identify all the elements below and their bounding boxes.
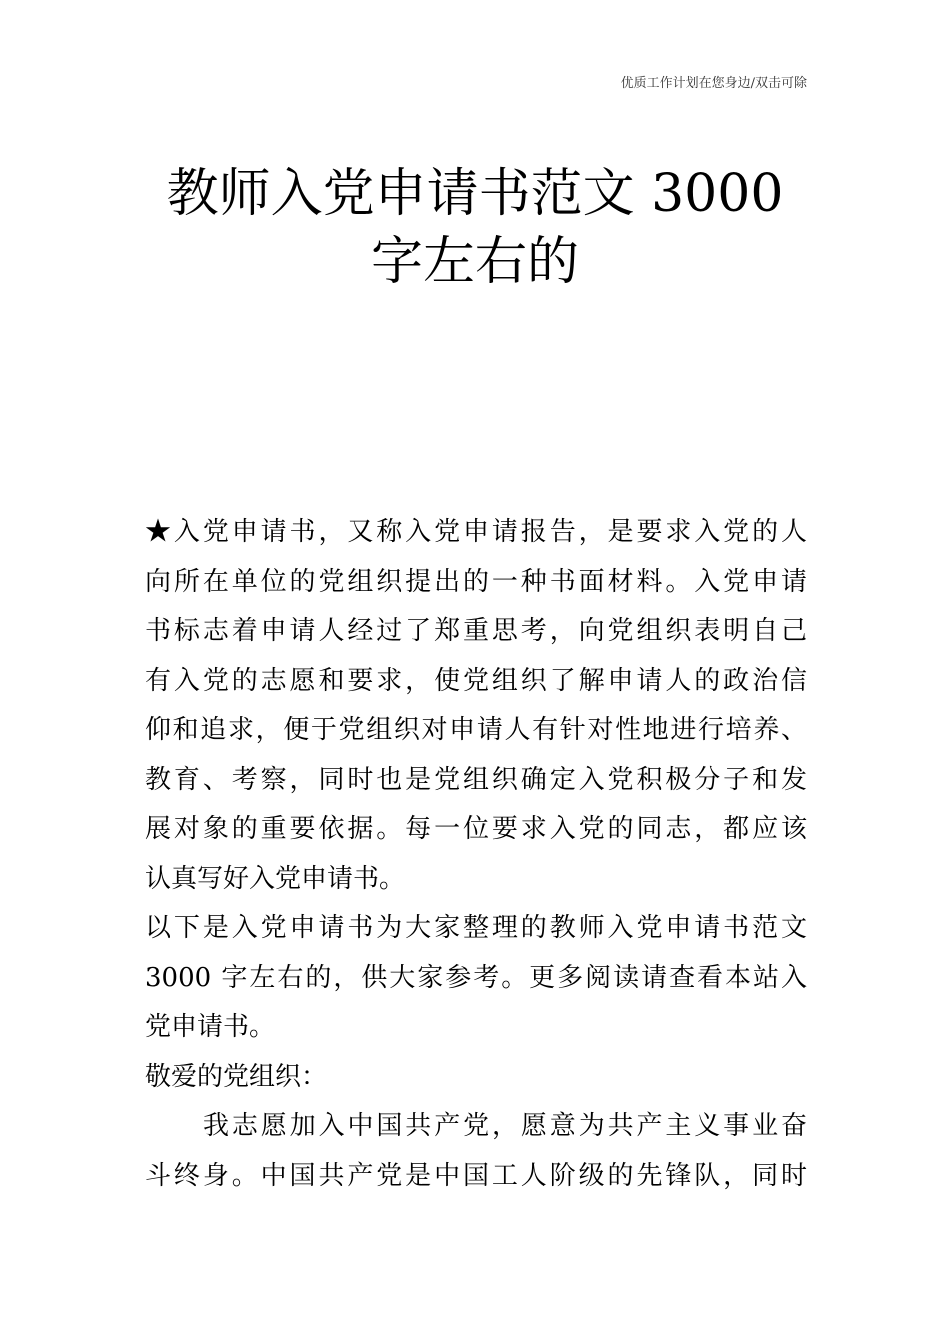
preface-line: 3000 字左右的，供大家参考。更多阅读请查看本站入 [145,962,807,993]
intro-line: 教育、考察，同时也是党组织确定入党积极分子和发 [145,764,807,795]
document-title [110,160,840,296]
title-line-2: 字左右的 [370,232,579,292]
intro-line: 书标志着申请人经过了郑重思考，向党组织表明自己 [145,616,807,646]
intro-line: 展对象的重要依据。每一位要求入党的同志，都应该 [145,814,807,844]
preface-line: 以下是入党申请书为大家整理的教师入党申请书范文 [145,913,807,943]
paragraph-line: 我志愿加入中国共产党，愿意为共产主义事业奋 [203,1111,807,1141]
document-body [145,508,807,1201]
intro-line: ★入党申请书，又称入党申请报告，是要求入党的人 [145,517,807,547]
salutation: 敬爱的党组织： [145,1061,328,1092]
intro-line: 向所在单位的党组织提出的一种书面材料。入党申请 [145,566,807,597]
preface-line: 党申请书。 [145,1012,276,1042]
intro-line: 认真写好入党申请书。 [145,863,406,894]
intro-line: 仰和追求，便于党组织对申请人有针对性地进行培养、 [145,715,807,745]
title-line-1: 教师入党申请书范文 3000 [166,164,784,224]
header-note: 优质工作计划在您身边/双击可除 [620,76,807,91]
intro-line: 有入党的志愿和要求，使党组织了解申请人的政治信 [145,665,807,696]
paragraph-line: 斗终身。中国共产党是中国工人阶级的先锋队，同时 [145,1160,807,1191]
